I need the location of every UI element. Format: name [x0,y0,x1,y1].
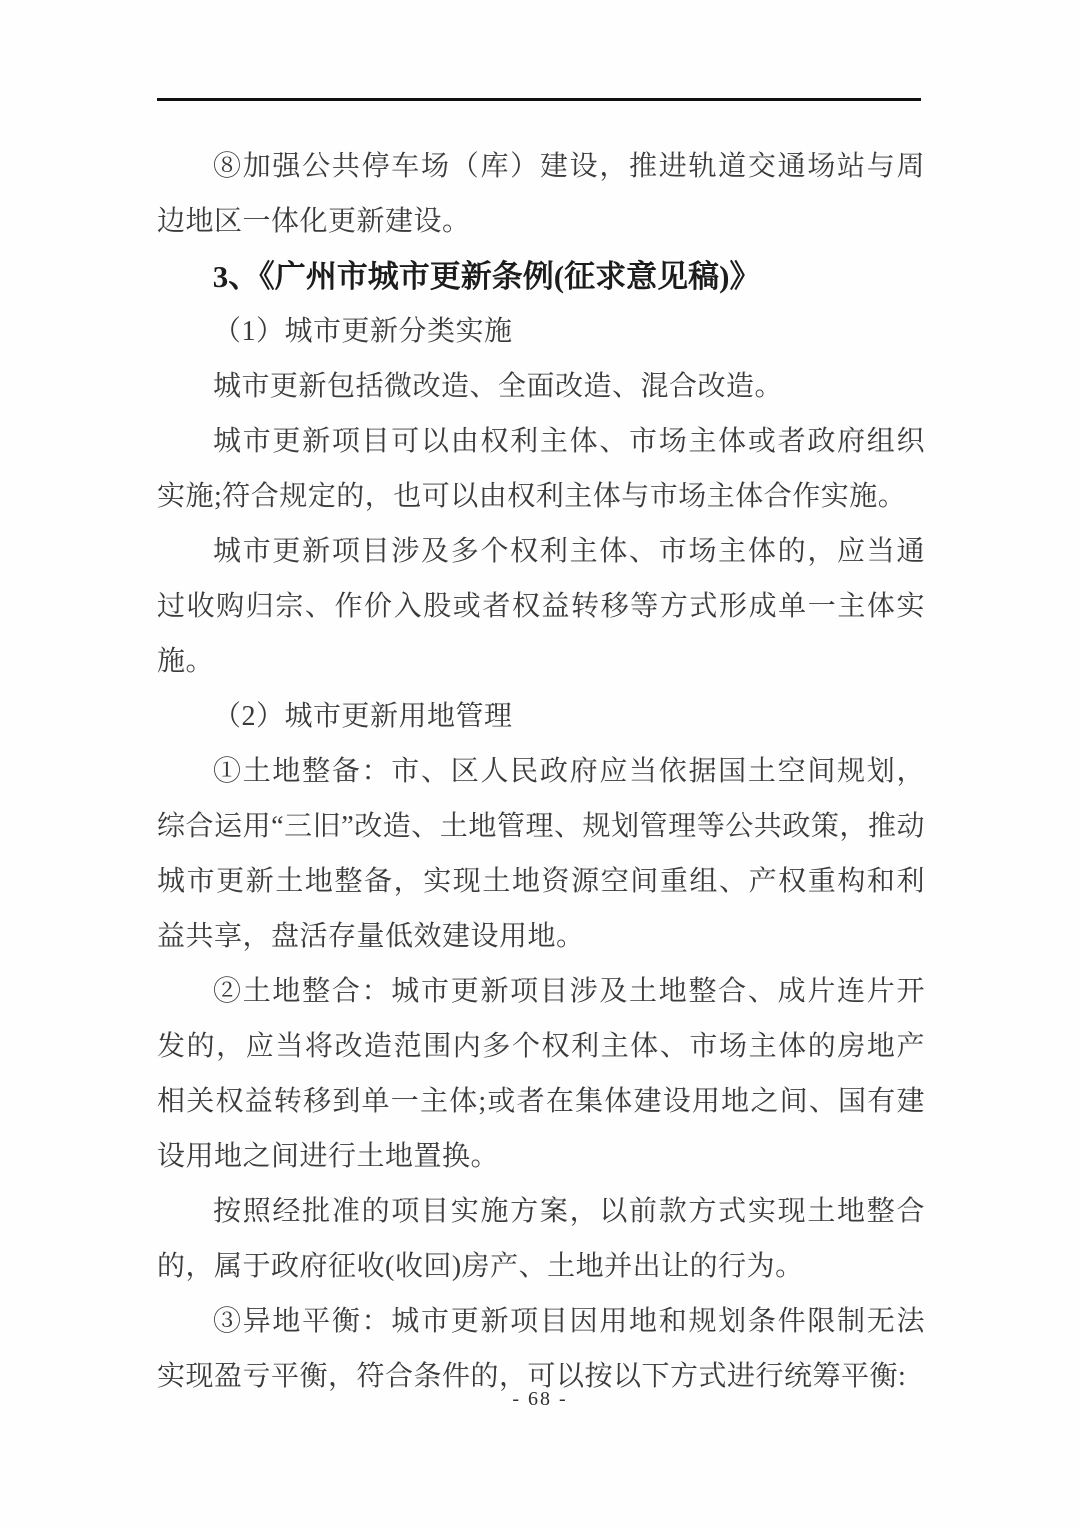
paragraph-multi-subjects: 城市更新项目涉及多个权利主体、市场主体的，应当通过收购归宗、作价入股或者权益转移等方式形成单一主体实施。 [157,536,925,677]
paragraph-offsite-balance: ③异地平衡：城市更新项目因用地和规划条件限制无法实现盈亏平衡，符合条件的，可以按以下方式进行统筹平衡: [157,1306,925,1392]
page-number: - 68 - [512,1388,568,1410]
section-3-heading: 3、《广州市城市更新条例(征求意见稿)》 [212,259,761,294]
paragraph-implementers: 城市更新项目可以由权利主体、市场主体或者政府组织实施;符合规定的，也可以由权利主体与市场主体合作实施。 [157,426,925,512]
paragraph-approved-plan: 按照经批准的项目实施方案，以前款方式实现土地整合的，属于政府征收(收回)房产、土地并出让的行为。 [157,1196,925,1282]
subsection-1-title: （1）城市更新分类实施 [213,316,513,347]
paragraph-land-consolidation: ②土地整合：城市更新项目涉及土地整合、成片连片开发的，应当将改造范围内多个权利主体、市场主体的房地产相关权益转移到单一主体;或者在集体建设用地之间、国有建设用地之间进行土地置换。 [157,976,925,1172]
paragraph-item8-parking: ⑧加强公共停车场（库）建设，推进轨道交通场站与周边地区一体化更新建设。 [157,151,925,237]
page-footer [0,1388,1080,1411]
paragraph-land-preparation: ①土地整备：市、区人民政府应当依据国土空间规划，综合运用“三旧”改造、土地管理、规划管理等公共政策，推动城市更新土地整备，实现土地资源空间重组、产权重构和利益共享，盘活存量低效建设用地。 [157,756,925,952]
document-body [157,139,925,1404]
paragraph-renewal-types: 城市更新包括微改造、全面改造、混合改造。 [213,371,784,402]
subsection-2-title: （2）城市更新用地管理 [213,701,513,732]
header-rule [157,98,921,101]
